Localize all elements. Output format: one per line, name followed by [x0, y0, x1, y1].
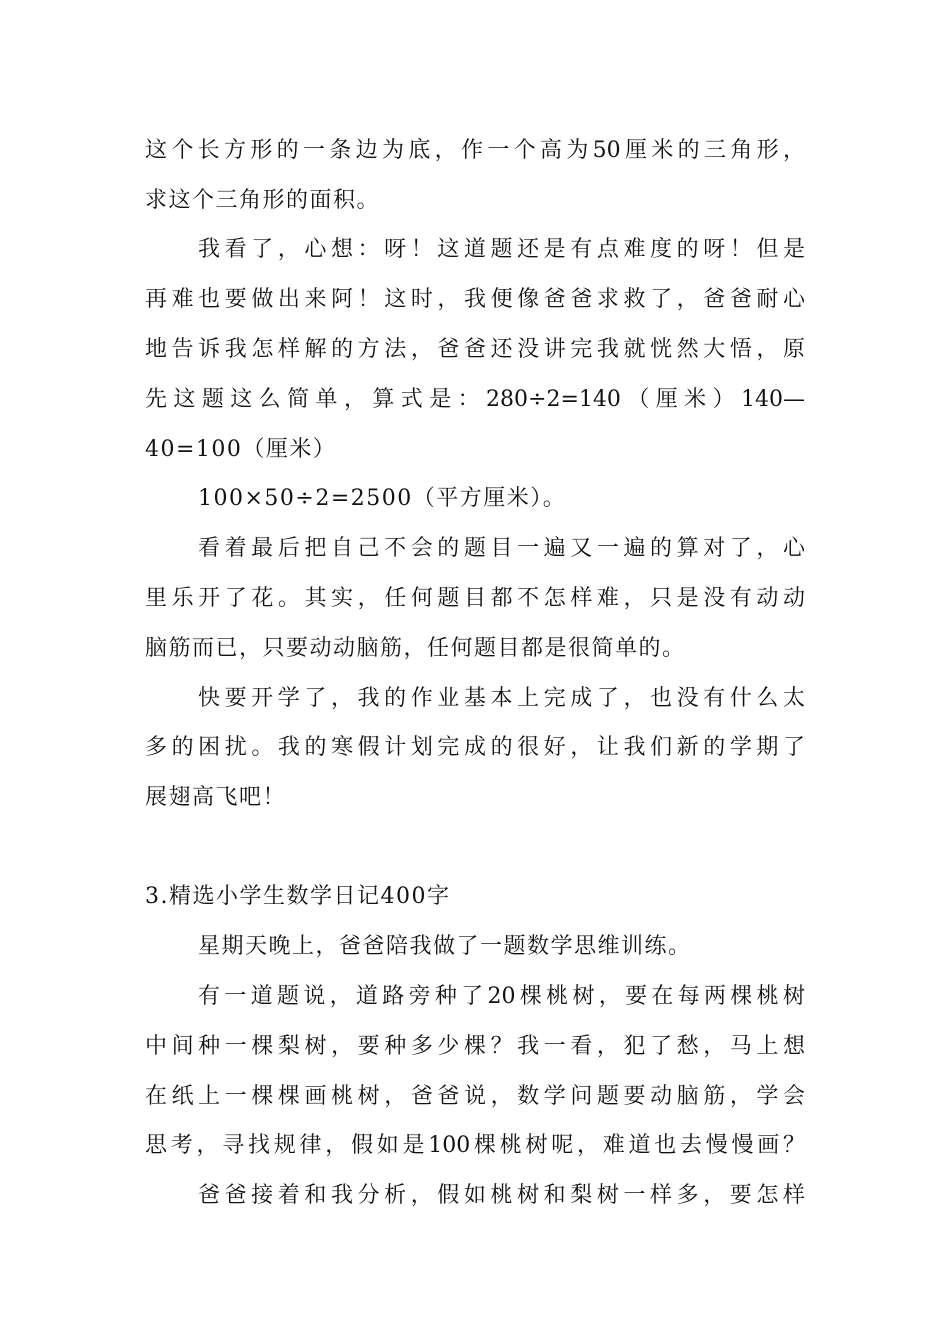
paragraph-first-line: 看着最后把自己不会的题目一遍又一遍的算对了，心 [198, 536, 805, 561]
text-line: 展翅高飞吧！ [145, 785, 287, 810]
paragraph-first-line: 爸爸接着和我分析，假如桃树和梨树一样多，要怎样 [198, 1183, 805, 1208]
text-line: 多的困扰。我的寒假计划完成的很好，让我们新的学期了 [145, 735, 805, 760]
text-line: 里乐开了花。其实，任何题目都不怎样难，只是没有动动 [145, 586, 805, 611]
text-line: 思考，寻找规律，假如是100棵桃树呢，难道也去慢慢画？ [145, 1133, 805, 1158]
text-line: 40=100（厘米） [145, 437, 337, 462]
text-line: 地告诉我怎样解的方法，爸爸还没讲完我就恍然大悟，原 [145, 337, 805, 362]
paragraph-first-line: 快要开学了，我的作业基本上完成了，也没有什么太 [198, 686, 805, 711]
text-line: 这个长方形的一条边为底，作一个高为50厘米的三角形， [145, 138, 805, 163]
text-line: 求这个三角形的面积。 [145, 188, 381, 213]
text-line: 脑筋而已，只要动动脑筋，任何题目都是很简单的。 [145, 636, 686, 661]
paragraph-first-line: 100×50÷2=2500（平方厘米）。 [198, 486, 567, 511]
paragraph-first-line: 星期天晚上，爸爸陪我做了一题数学思维训练。 [198, 934, 692, 959]
text-line: 中间种一棵梨树，要种多少棵？我一看，犯了愁，马上想 [145, 1034, 805, 1059]
text-line: 先这题这么简单，算式是：280÷2=140（厘米）140— [145, 387, 805, 412]
section-heading: 3.精选小学生数学日记400字 [145, 884, 451, 909]
text-line: 再难也要做出来阿！这时，我便像爸爸求救了，爸爸耐心 [145, 287, 805, 312]
paragraph-first-line: 有一道题说，道路旁种了20棵桃树，要在每两棵桃树 [198, 984, 805, 1009]
text-line: 在纸上一棵棵画桃树，爸爸说，数学问题要动脑筋，学会 [145, 1084, 805, 1109]
paragraph-first-line: 我看了，心想：呀！这道题还是有点难度的呀！但是 [198, 237, 805, 262]
